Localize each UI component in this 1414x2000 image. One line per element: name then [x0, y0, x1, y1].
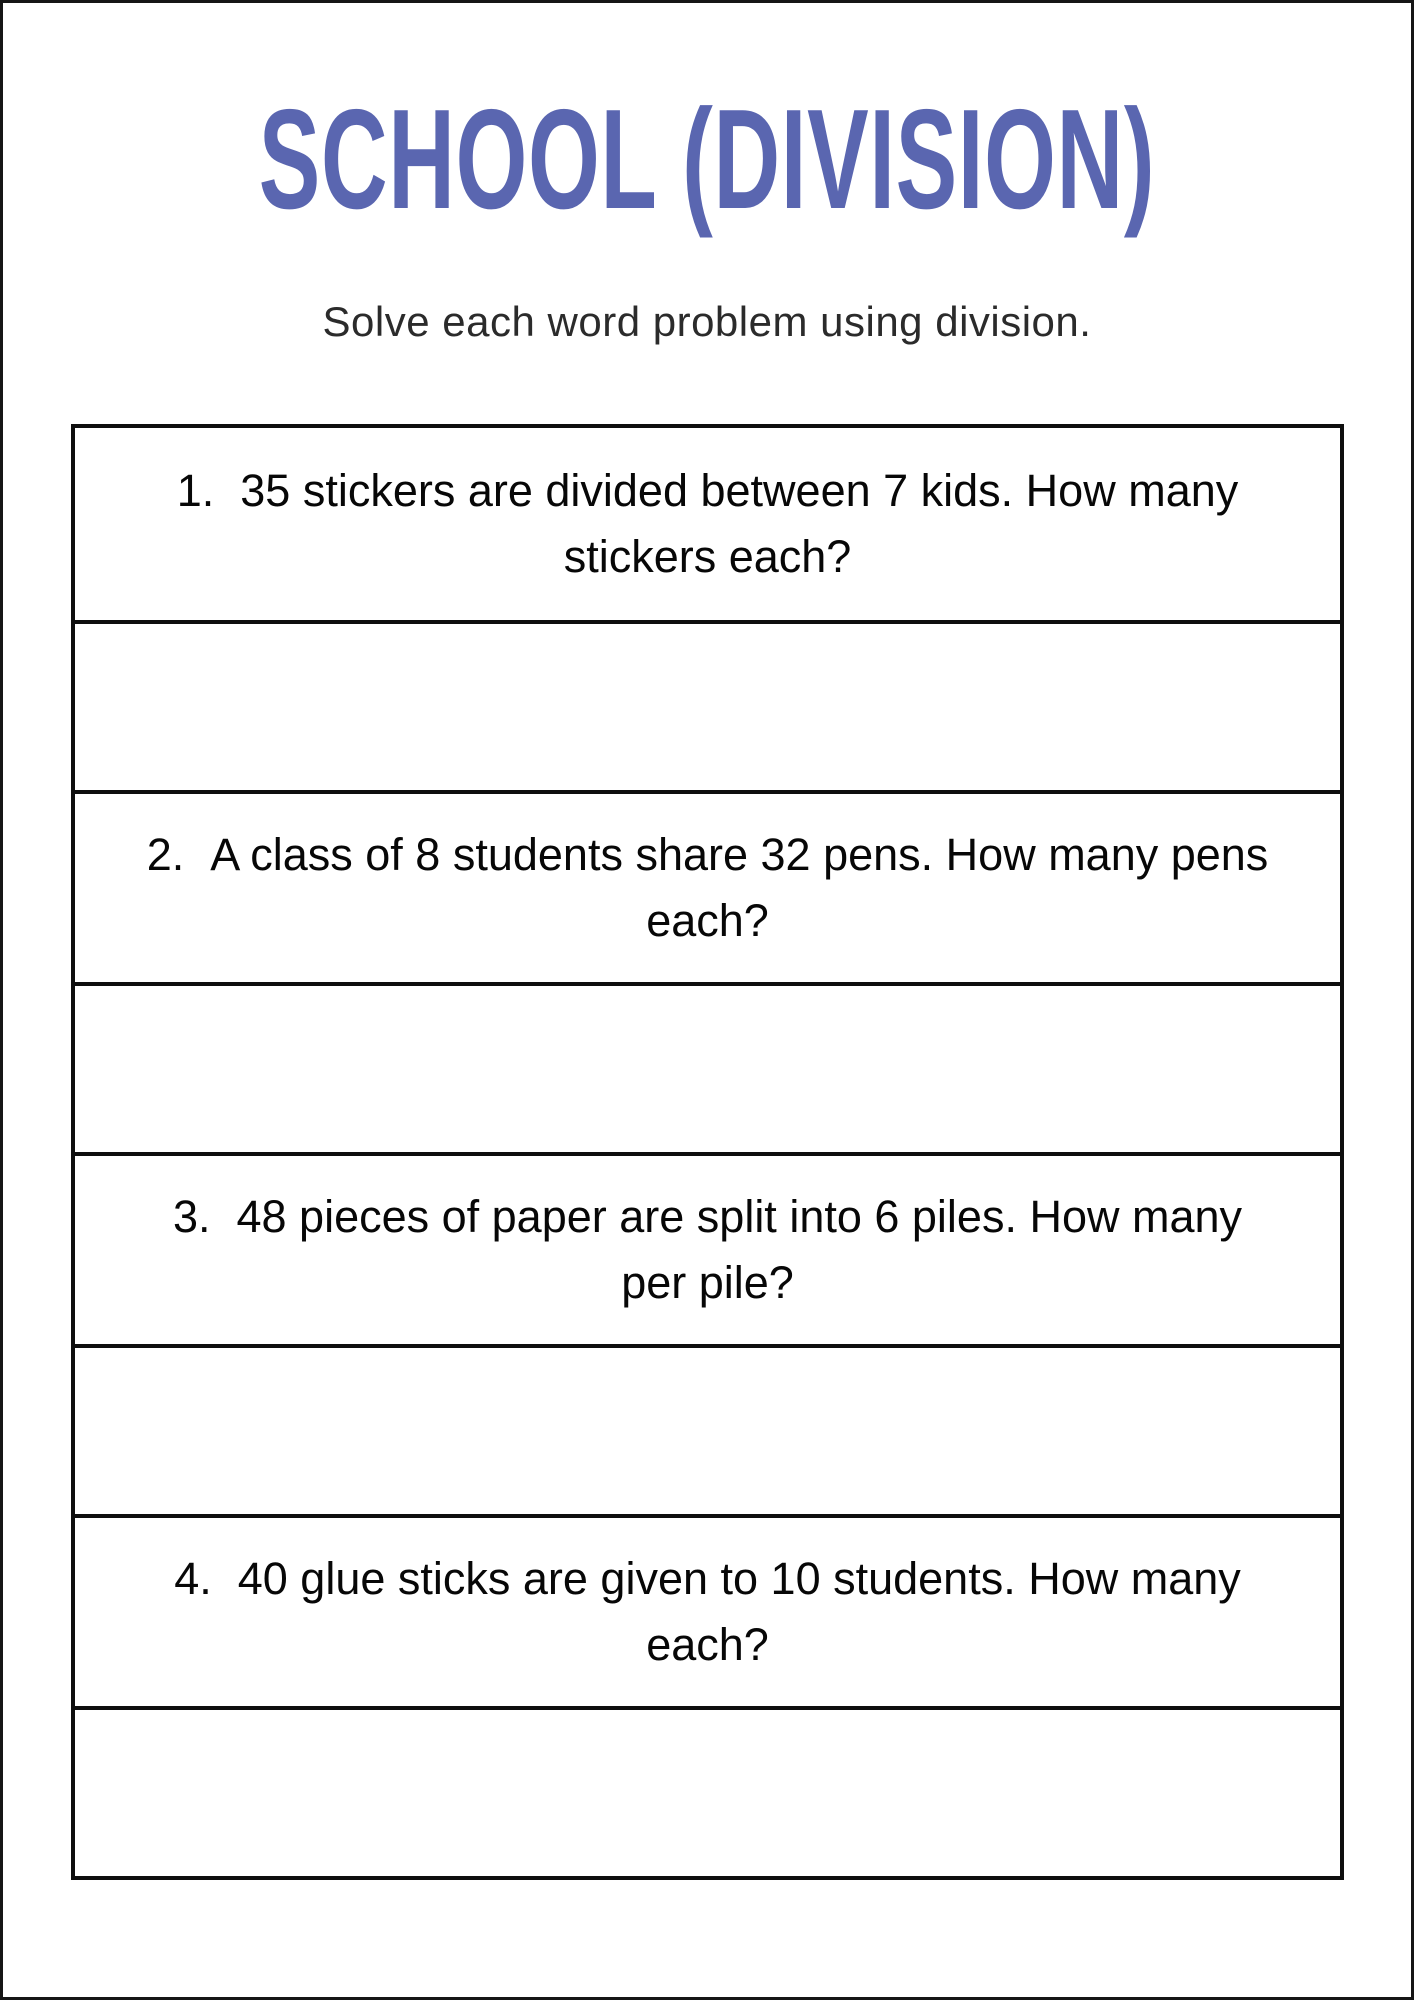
problem-4-line-2: each?	[646, 1619, 769, 1670]
problem-3-line-2: per pile?	[621, 1257, 794, 1308]
problem-4-number: 4.	[174, 1553, 212, 1604]
problems-table	[71, 424, 1344, 1880]
answer-space-3	[75, 1344, 1340, 1514]
page-title: SCHOOL (DIVISION)	[258, 80, 1156, 239]
problem-3-line-1	[173, 1184, 1242, 1250]
problem-3-number: 3.	[172, 1191, 211, 1242]
problem-2-number: 2.	[146, 829, 185, 880]
problem-row-2	[75, 790, 1340, 982]
problem-row-4	[75, 1514, 1340, 1706]
problem-2-line-2: each?	[646, 895, 769, 946]
problem-row-3	[75, 1152, 1340, 1344]
answer-space-1	[75, 620, 1340, 790]
problem-1-number: 1.	[176, 465, 215, 516]
problem-row-1	[75, 428, 1340, 620]
instructions-text: Solve each word problem using division.	[322, 298, 1092, 345]
problem-1-line-1	[177, 458, 1239, 524]
problem-1-line-2: stickers each?	[563, 531, 852, 582]
problem-2-line-1	[147, 822, 1269, 888]
problem-2-text: A class of 8 students share 32 pens. How many pens	[210, 829, 1269, 880]
answer-space-2	[75, 982, 1340, 1152]
problem-3-text: 48 pieces of paper are split into 6 piles. How many	[236, 1191, 1243, 1242]
problem-4-text: 40 glue sticks are given to 10 students. How many	[237, 1553, 1241, 1604]
problem-1-text: 35 stickers are divided between 7 kids. How many	[240, 465, 1239, 516]
problem-4-line-1	[174, 1546, 1241, 1612]
answer-space-4	[75, 1706, 1340, 1876]
